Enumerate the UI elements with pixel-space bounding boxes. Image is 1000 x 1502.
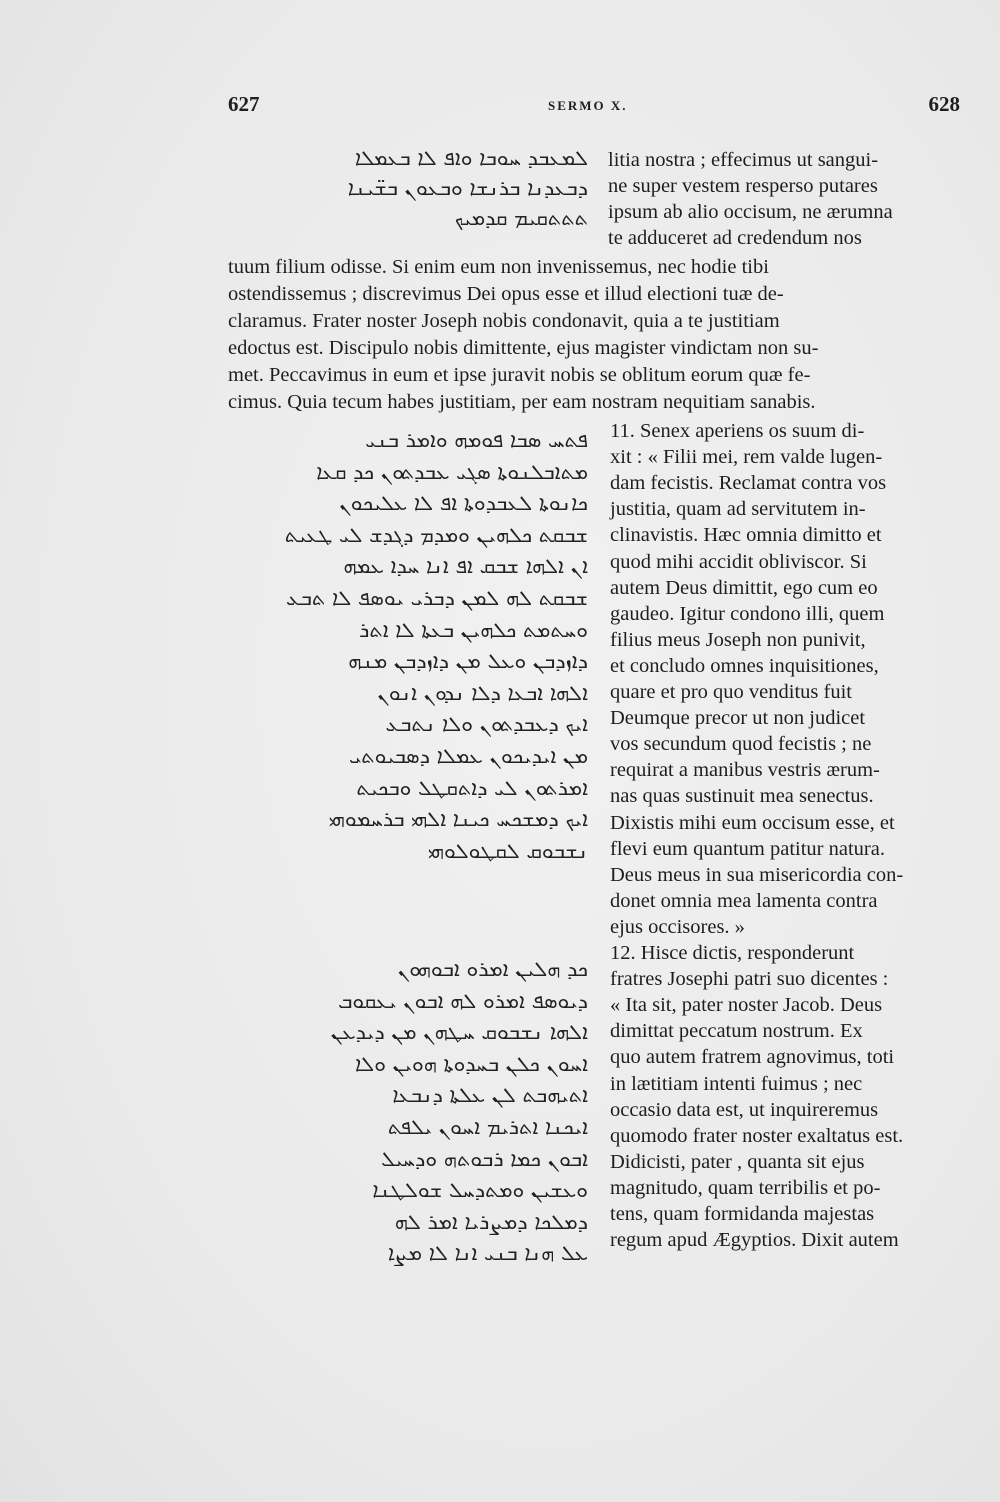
latin-line: quare et pro quo venditus fuit <box>610 681 852 703</box>
latin-line: xit : « Filii mei, rem valde lugen- <box>610 446 883 469</box>
syriac-line: ܦܬܚ ܣܒܐ ܦܘܡܗ ܘܐܡܪ ܒܢܝ <box>365 428 588 452</box>
syriac-line: ܬܬܬܩܝܡ ܩܕܡܝܟ <box>454 206 588 230</box>
page-number-right: 628 <box>928 92 960 116</box>
latin-line: te adduceret ad credendum nos <box>608 227 862 249</box>
latin-line: met. Peccavimus in eum et ipse juravit nobis se oblitum eorum quæ fe- <box>228 364 811 386</box>
syriac-line: ܫܒܩܬ ܠܗ ܠܡܢ ܕܒܪܝ ܝܘܣܦ ܠܐ ܬܒܥ <box>286 586 588 610</box>
syriac-line: ܡܬܐܒܠܢܘܬܐ ܣܓܝ ܥܒܕܬܘܢ ܟܕ ܩܥܐ <box>316 459 588 484</box>
latin-line: gaudeo. Igitur condono illi, quem <box>610 602 885 625</box>
syriac-line: ܡܢ ܐܝܕܝܟܘܢ ܥܡܠܐ ܕܣܒܝܘܬܝ <box>349 744 588 768</box>
latin-line: 12. Hisce dictis, responderunt <box>610 942 855 964</box>
syriac-line: ܟܕ ܗܠܝܢ ܐܡܪܘ ܐܒܘܗܘܢ <box>397 957 588 981</box>
latin-line: magnitudo, quam terribilis et po- <box>610 1176 881 1199</box>
latin-line: quo autem fratrem agnovimus, toti <box>610 1046 895 1069</box>
latin-line: quod mihi accidit obliviscor. Si <box>610 550 867 573</box>
latin-line: ostendissemus ; discrevimus Dei opus esse et illud electioni tuæ de- <box>228 283 784 305</box>
latin-line: filius meus Joseph non punivit, <box>610 628 866 651</box>
latin-line: fratres Josephi patri suo dicentes : <box>610 968 889 991</box>
latin-line: requirat a manibus vestris ærum- <box>610 759 880 782</box>
syriac-line: ܕܒܥܕܢܐ ܒܪܢܫܐ ܘܒܥܘܢ ܒܫ̈ܝܢܐ <box>347 176 588 200</box>
latin-line: litia nostra ; effecimus ut sangui- <box>608 149 879 171</box>
latin-line: ejus occisores. » <box>610 915 745 938</box>
latin-line: tens, quam formidanda majestas <box>610 1203 875 1225</box>
syriac-line: ܢܫܒܘܩ ܠܩܛܘܠܘܗܝ <box>427 838 588 863</box>
latin-line: vos secundum quod fecistis ; ne <box>610 733 872 756</box>
latin-line: 11. Senex aperiens os suum di- <box>610 420 865 442</box>
syriac-line: ܕܐܙܕܒܢ ܘܥܠ ܡܢ ܕܐܙܕܒܢ ܡܢܗ <box>348 649 588 674</box>
syriac-line: ܐܝܟ ܕܥܒܕܬܘܢ ܘܠܐ ܢܬܒܥ <box>385 712 588 737</box>
latin-line: dimittat peccatum nostrum. Ex <box>610 1020 863 1043</box>
page-number-left: 627 <box>228 92 260 116</box>
syriac-line: ܘܥܫܝܢ ܘܡܬܕܚܠ ܫܘܠܛܢܐ <box>372 1178 588 1203</box>
latin-line: Deumque precor ut non judicet <box>610 707 866 730</box>
latin-line: regum apud Ægyptios. Dixit autem <box>610 1229 899 1252</box>
latin-line: « Ita sit, pater noster Jacob. Deus <box>610 994 883 1017</box>
running-title: SERMO X. <box>548 98 628 113</box>
syriac-line: ܐܢ ܐܠܗܐ ܫܒܩ ܐܦ ܐܢܐ ܚܕܐ ܥܡܗ <box>343 554 588 579</box>
syriac-line: ܐܠܗܐ ܐܒܥܐ ܕܠܐ ܢܕܘܢ ܐܢܘܢ <box>377 680 588 705</box>
latin-line: claramus. Frater noster Joseph nobis condonavit, quia a te justitiam <box>228 310 780 332</box>
latin-line: clinavistis. Hæc omnia dimitto et <box>610 524 882 547</box>
page-header <box>228 92 960 126</box>
syriac-line: ܫܒܩܬ ܟܠܗܝܢ ܘܡܕܡ ܕܓܕܫ ܠܝ ܛܥܝܬ <box>284 522 588 547</box>
syriac-line: ܐܝܟܢܐ ܐܬܪܝܡ ܐܚܘܢ ܝܠܦܬ <box>387 1115 588 1139</box>
latin-line: occasio data est, ut inquireremus <box>610 1098 879 1121</box>
latin-line: in lætitiam intenti fuimus ; nec <box>610 1072 863 1095</box>
latin-line: donet omnia mea lamenta contra <box>610 889 878 912</box>
latin-line: dam fecistis. Reclamat contra vos <box>610 472 887 495</box>
syriac-line: ܥܠ ܗܢܐ ܒܢܝ ܐܢܐ ܠܐ ܡܨܐ <box>387 1241 588 1266</box>
syriac-line: ܘܚܬܡܬ ܟܠܗܝܢ ܒܥܬܐ ܠܐ ܐܬܪ <box>359 617 588 642</box>
latin-line: tuum filium odisse. Si enim eum non invenissemus, nec hodie tibi <box>228 256 769 278</box>
syriac-line: ܕܡܠܟܐ ܕܡܨܪܝܐ ܐܡܪ ܠܗ <box>394 1209 588 1234</box>
latin-line: Deus meus in sua misericordia con- <box>610 863 904 886</box>
syriac-line: ܟܐܢܘܬܐ ܠܥܒܕܘܬܐ ܐܦ ܠܐ ܥܠܝܟܘܢ <box>339 491 588 516</box>
syriac-line: ܐܬܝܗܒܬ ܠܢ ܥܠܬܐ ܕܢܒܥܐ <box>392 1083 588 1108</box>
latin-line: Dixistis mihi eum occisum esse, et <box>610 811 895 834</box>
syriac-line: ܐܡܪܬܘܢ ܠܝ ܕܐܬܩܛܠ ܘܒܟܝܬ <box>356 775 588 800</box>
latin-line: nas quas sustinuit mea senectus. <box>610 785 874 808</box>
syriac-line: ܐܠܗܐ ܢܫܒܘܩ ܚܛܗܢ ܡܢ ܕܝܕܥܢ <box>330 1020 588 1045</box>
latin-line: cimus. Quia tecum habes justitiam, per eam nostram nequitiam sanabis. <box>228 391 816 413</box>
latin-line: ipsum ab alio occisum, ne ærumna <box>608 201 893 223</box>
latin-line: autem Deus dimittit, ego cum eo <box>610 576 878 599</box>
latin-line: et concludo omnes inquisitiones, <box>610 654 879 677</box>
latin-line: Didicisti, pater , quanta sit ejus <box>610 1150 865 1173</box>
syriac-line: ܕܝܘܣܦ ܐܡܪܘ ܠܗ ܐܒܘܢ ܝܥܩܘܒ <box>338 988 588 1013</box>
syriac-line: ܐܚܘܢ ܟܠܢ ܒܚܕܘܬܐ ܗܘܝܢ ܘܠܐ <box>354 1051 588 1076</box>
syriac-line: ܠܡܥܒܕ ܚܘܒܐ ܘܐܦ ܠܐ ܒܥܡܠܐ <box>354 146 588 170</box>
latin-line: ne super vestem resperso putares <box>608 175 878 197</box>
latin-line: justitia, quam ad servitutem in- <box>610 498 866 521</box>
syriac-line: ܐܒܘܢ ܟܡܐ ܪܒܘܬܗ ܘܕܚܝܠ <box>381 1146 588 1171</box>
latin-line: flevi eum quantum patitur natura. <box>610 837 885 860</box>
syriac-line: ܐܝܟ ܕܡܫܟܚ ܟܝܢܐ ܐܠܗܝ ܒܪܚܡܘܗܝ <box>328 807 588 832</box>
latin-line: edoctus est. Discipulo nobis dimittente, ejus magister vindictam non su- <box>228 337 819 359</box>
latin-line: quomodo frater noster exaltatus est. <box>610 1124 904 1147</box>
